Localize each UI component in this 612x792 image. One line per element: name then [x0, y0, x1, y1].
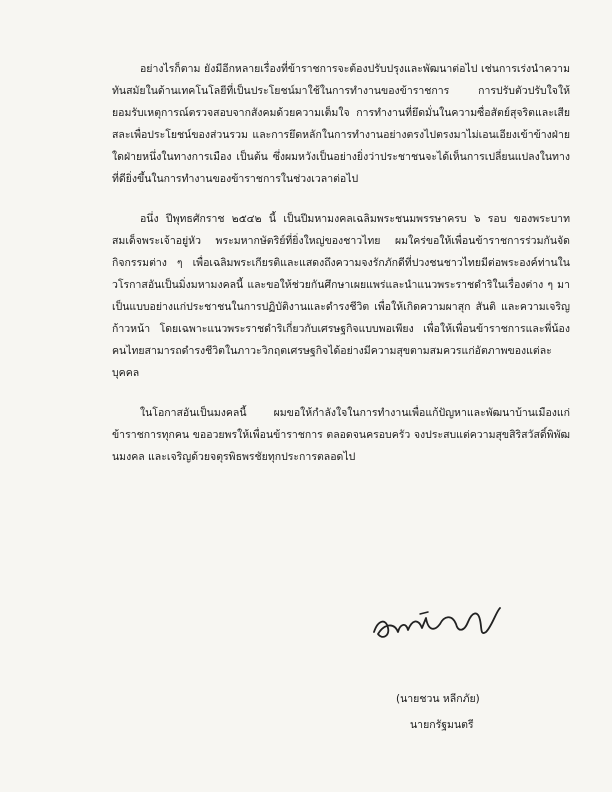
signer-name: (นายชวน หลีกภัย)	[396, 693, 480, 705]
handwritten-signature	[368, 602, 508, 646]
paragraph-1: อย่างไรก็ตาม ยังมีอีกหลายเรื่องที่ข้าราชการจะต้องปรับปรุงและพัฒนาต่อไป เช่นการเร่งนำความทันสมัยในด้านเทคโนโลยีที่เป็นประโยชน์มาใช้ในการทำงานของข้าราชการ การปรับตัวปรับใจให้ยอมรับเหตุการณ์ตรวจสอบจากสังคมด้วยความเต็มใจ การทำงานที่ยึดมั่นในความซื่อสัตย์สุจริตและเสียสละเพื่อประโยชน์ของส่วนรวม และการยึดหลักในการทำงานอย่างตรงไปตรงมาไม่เอนเอียงเข้าข้างฝ่ายใดฝ่ายหนึ่งในทางการเมือง เป็นต้น ซึ่งผมหวังเป็นอย่างยิ่งว่าประชาชนจะได้เห็นการเปลี่ยนแปลงในทางที่ดียิ่งขึ้นในการทำงานของข้าราชการในช่วงเวลาต่อไป	[112, 63, 570, 185]
paragraph-2: อนึ่ง ปีพุทธศักราช ๒๕๔๒ นี้ เป็นปีมหามงคลเฉลิมพระชนมพรรษาครบ ๖ รอบ ของพระบาทสมเด็จพระเจ้าอยู่หัว พระมหากษัตริย์ที่ยิ่งใหญ่ของชาวไทย ผมใคร่ขอให้เพื่อนข้าราชการร่วมกันจัดกิจกรรมต่าง ๆ เพื่อเฉลิมพระเกียรติและแสดงถึงความจงรักภักดีที่ปวงชนชาวไทยมีต่อพระองค์ท่านในวโรกาสอันเป็นมิ่งมหามงคลนี้ และขอให้ช่วยกันศึกษาเผยแพร่และนำแนวพระราชดำริในเรื่องต่าง ๆ มาเป็นแบบอย่างแก่ประชาชนในการปฏิบัติงานและดำรงชีวิต เพื่อให้เกิดความผาสุก สันติ และความเจริญก้าวหน้า โดยเฉพาะแนวพระราชดำริเกี่ยวกับเศรษฐกิจแบบพอเพียง เพื่อให้เพื่อนข้าราชการและพี่น้องคนไทยสามารถดำรงชีวิตในภาวะวิกฤตเศรษฐกิจได้อย่างมีความสุขตามสมควรแก่อัตภาพของแต่ละบุคคล	[112, 213, 570, 379]
paragraph-3: ในโอกาสอันเป็นมงคลนี้ ผมขอให้กำลังใจในการทำงานเพื่อแก้ปัญหาและพัฒนาบ้านเมืองแก่ข้าราชการทุกคน ขออวยพรให้เพื่อนข้าราชการ ตลอดจนครอบครัว จงประสบแต่ความสุขสิริสวัสดิ์พิพัฒนมงคล และเจริญด้วยจตุรพิธพรชัยทุกประการตลอดไป	[112, 407, 570, 463]
signer-title: นายกรัฐมนตรี	[410, 719, 474, 731]
letter-body	[112, 58, 570, 486]
